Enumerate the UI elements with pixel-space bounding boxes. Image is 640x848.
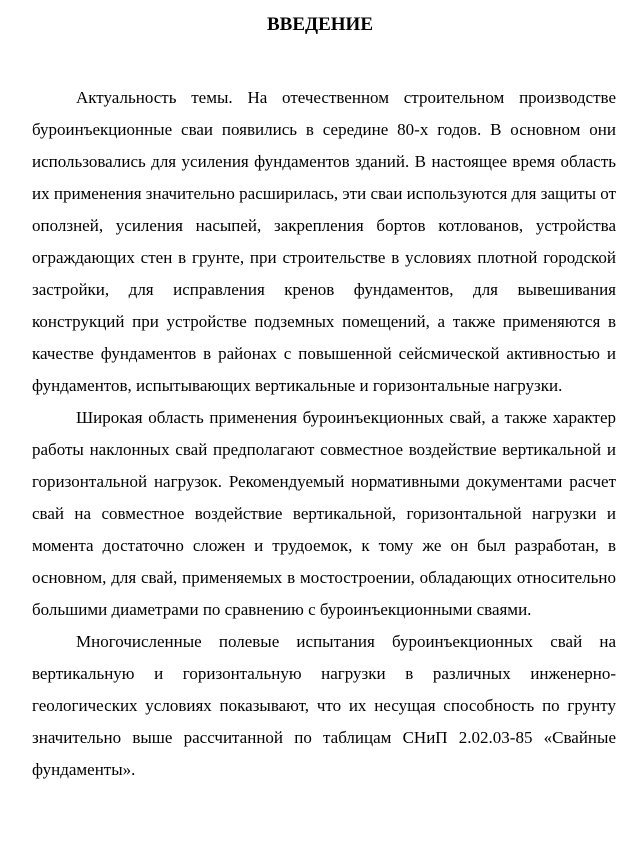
paragraph-field-tests: Многочисленные полевые испытания буроинъекционных свай на вертикальную и горизонтальную нагрузки в различных инженерно-геологических условиях показывают, что их несущая способность по грунту значительно выше рассчитанной по таблицам СНиП 2.02.03-85 «Свайные фундаменты». — [32, 632, 616, 779]
paragraph-relevance: Актуальность темы. На отечественном строительном производстве буроинъекционные сваи появились в середине 80-х годов. В основном они использовались для усиления фундаментов зданий. В настоящее время область их применения значительно расширилась, эти сваи используются для защиты от оползней, усиления насыпей, закрепления бортов котлованов, устройства ограждающих стен в грунте, при строительстве в условиях плотной городской застройки, для исправления кренов фундаментов, для вывешивания конструкций при устройстве подземных помещений, а также применяются в качестве фундаментов в районах с повышенной сейсмической активностью и фундаментов, испытывающих вертикальные и горизонтальные нагрузки. — [32, 88, 616, 395]
paragraph-application-area: Широкая область применения буроинъекционных свай, а также характер работы наклонных свай предполагают совместное воздействие вертикальной и горизонтальной нагрузок. Рекомендуемый нормативными документами расчет свай на совместное воздействие вертикальной, горизонтальной нагрузки и момента достаточно сложен и трудоемок, к тому же он был разработан, в основном, для свай, применяемых в мостостроении, обладающих относительно большими диаметрами по сравнению с буроинъекционными сваями. — [32, 408, 616, 619]
document-body — [32, 82, 616, 786]
page-title: ВВЕДЕНИЕ — [267, 14, 373, 35]
